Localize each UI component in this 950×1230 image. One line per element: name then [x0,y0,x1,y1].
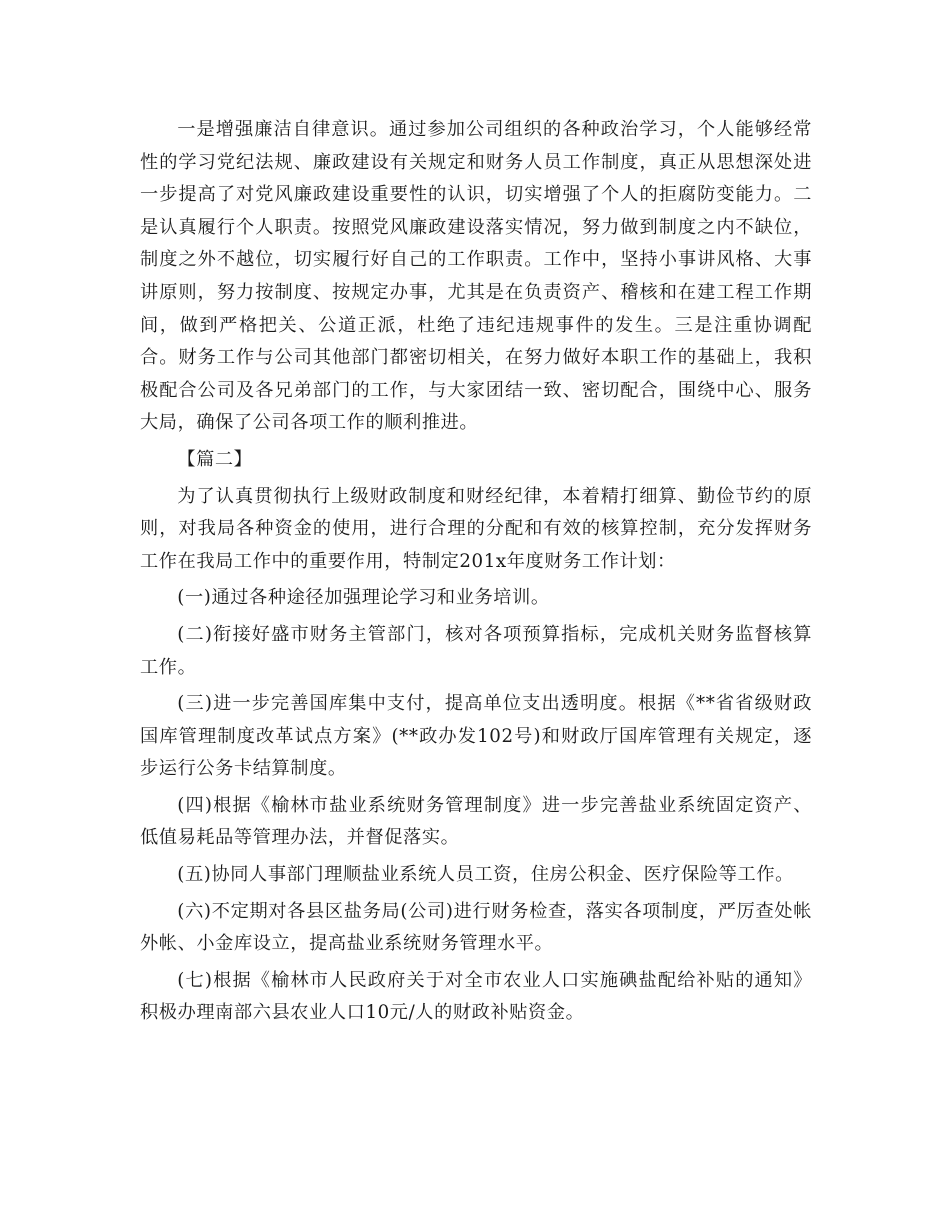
list-item-3: (三)进一步完善国库集中支付，提高单位支出透明度。根据《**省省级财政国库管理制度改革试点方案》(**政办发102号)和财政厅国库管理有关规定，逐步运行公务卡结算制度。 [140,693,812,780]
section-heading: 【篇二】 [177,448,253,470]
list-item-2: (二)衔接好盛市财务主管部门，核对各项预算指标，完成机关财务监督核算工作。 [140,623,812,678]
paragraph-integrity: 一是增强廉洁自律意识。通过参加公司组织的各种政治学习，个人能够经常性的学习党纪法规、廉政建设有关规定和财务人员工作制度，真正从思想深处进一步提高了对党风廉政建设重要性的认识，切实增强了个人的拒腐防变能力。二是认真履行个人职责。按照党风廉政建设落实情况，努力做到制度之内不缺位，制度之外不越位，切实履行好自己的工作职责。工作中，坚持小事讲风格、大事讲原则，努力按制度、按规定办事，尤其是在负责资产、稽核和在建工程工作期间，做到严格把关、公道正派，杜绝了违纪违规事件的发生。三是注重协调配合。财务工作与公司其他部门都密切相关，在努力做好本职工作的基础上，我积极配合公司及各兄弟部门的工作，与大家团结一致、密切配合，围绕中心、服务大局，确保了公司各项工作的顺利推进。 [140,119,812,434]
list-item-1: (一)通过各种途径加强理论学习和业务培训。 [177,587,550,609]
list-item-6: (六)不定期对各县区盐务局(公司)进行财务检查，落实各项制度，严厉查处帐外帐、小金库设立，提高盐业系统财务管理水平。 [140,900,812,955]
list-item-7: (七)根据《榆林市人民政府关于对全市农业人口实施碘盐配给补贴的通知》积极办理南部六县农业人口10元/人的财政补贴资金。 [140,969,812,1024]
document-body [140,114,812,1034]
list-item-5: (五)协同人事部门理顺盐业系统人员工资，住房公积金、医疗保险等工作。 [177,864,794,886]
paragraph-intro: 为了认真贯彻执行上级财政制度和财经纪律，本着精打细算、勤俭节约的原则，对我局各种资金的使用，进行合理的分配和有效的核算控制，充分发挥财务工作在我局工作中的重要作用，特制定201x年度财务工作计划： [140,485,812,572]
list-item-4: (四)根据《榆林市盐业系统财务管理制度》进一步完善盐业系统固定资产、低值易耗品等管理办法，并督促落实。 [140,794,812,849]
